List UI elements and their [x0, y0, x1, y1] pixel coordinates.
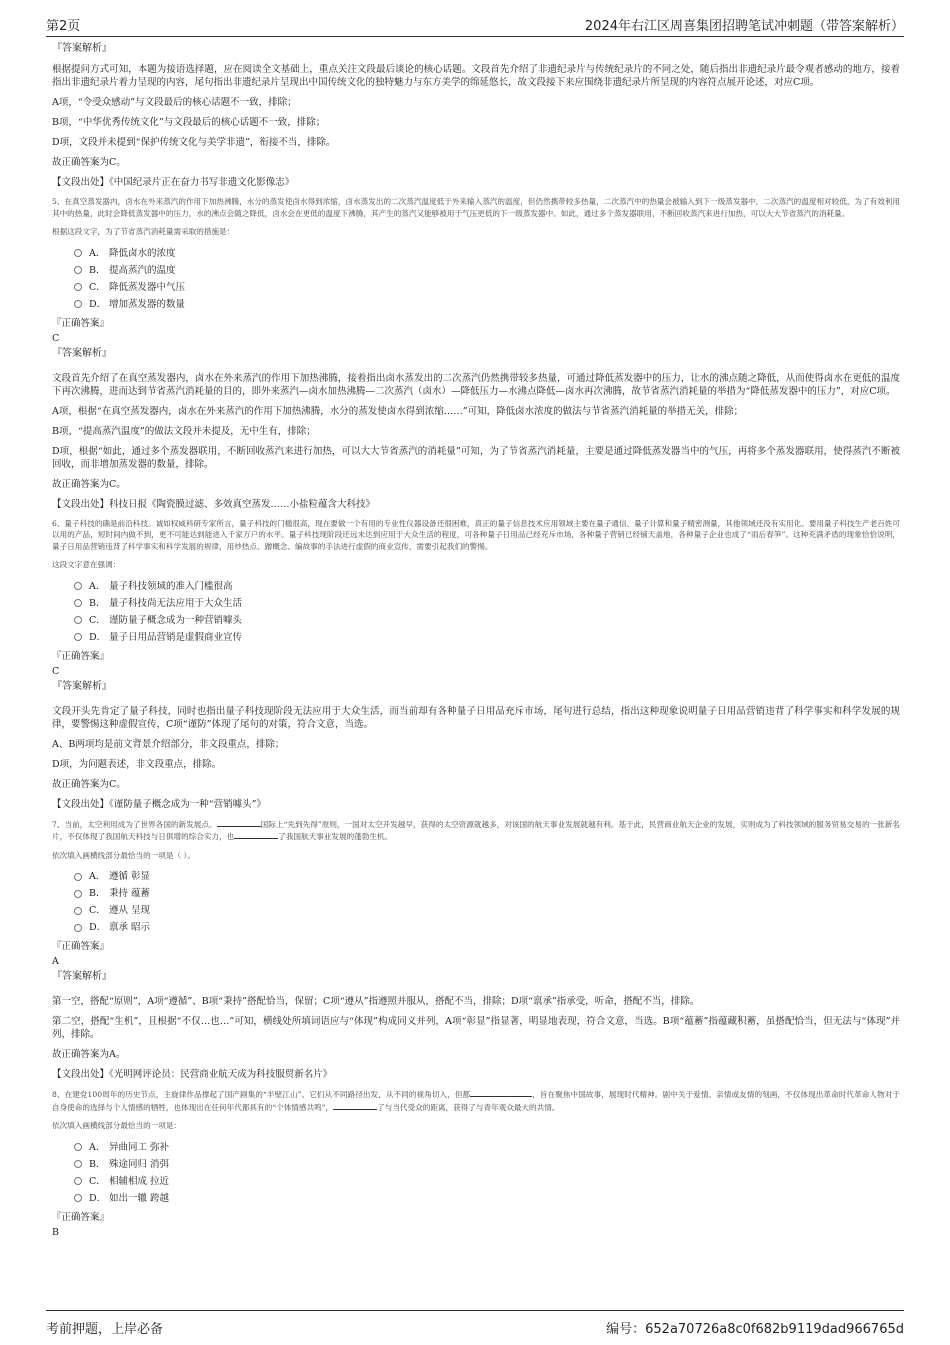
radio-icon[interactable]: [74, 924, 82, 932]
q5-question: 根据这段文字，为了节省蒸汽消耗量需采取的措施是：: [52, 227, 235, 236]
q6-analysis: 文段开头先肯定了量子科技，同时也指出量子科技现阶段无法应用于大众生活，而当前却有各种量子日用品充斥市场，尾句进行总结，指出这种现象说明量子日用品营销违背了科学事实和科学发展的规律，要警惕这种虚假宣传，C项“谨防”体现了尾句的对策，符合文意，当选。: [52, 705, 900, 730]
fill-blank: [217, 818, 261, 827]
q5-answer: C: [52, 332, 60, 344]
q5-option-a-analysis: A项，根据“在真空蒸发器内，卤水在外来蒸汽的作用下加热沸腾，水分的蒸发使卤水得到浓缩……”可知，降低卤水浓度的做法与节省蒸汽消耗量的举措无关，排除；: [52, 405, 744, 417]
radio-icon[interactable]: [74, 582, 82, 590]
correct-label: 『正确答案』: [52, 941, 110, 952]
radio-icon[interactable]: [74, 890, 82, 898]
analysis-label: 『答案解析』: [52, 971, 112, 982]
q8-option-d[interactable]: D． 如出一辙 跨越: [74, 1190, 900, 1207]
analysis-label: 『答案解析』: [52, 680, 112, 692]
q4-option-a-analysis: A项，“令受众感动”与文段最后的核心话题不一致，排除；: [52, 97, 297, 108]
q8-option-b[interactable]: B． 殊途同归 消弭: [74, 1156, 900, 1173]
radio-icon[interactable]: [74, 283, 82, 291]
q4-conclusion: 故正确答案为C。: [52, 157, 126, 168]
page-content: [52, 42, 900, 1241]
q5-option-b-analysis: B项，“提高蒸汽温度”的做法文段并未提及，无中生有，排除；: [52, 425, 316, 437]
radio-icon[interactable]: [74, 1160, 82, 1168]
q7-options: [74, 868, 900, 936]
q5-passage: 5、在真空蒸发器内，卤水在外来蒸汽的作用下加热沸腾，水分的蒸发使卤水得到浓缩，卤水蒸发出的二次蒸汽温度低于外来输入蒸汽的温度，但仍然携带较多热量，二次蒸汽中的热量会被输入到下一级蒸发器中，二次蒸汽的温度相对较低，为了有效利用其中的热量，此时会降低蒸发器中的压力，水的沸点会随之降低，卤水会在更低的温度下沸腾，其产生的蒸汽又能够被用于气压更低的下一级蒸发器中。如此，通过多个蒸发器联用，不断回收蒸汽来进行加热，可以大大节省蒸汽的消耗量。: [52, 197, 900, 218]
q6-passage: 6、量子科技的确是前沿科技。诚如权威科研专家所言，量子科技的门槛很高，现在要做一个有用的专业性仪器设备还很困难，真正的量子信息技术应用领域主要在量子通信、量子计算和量子精密测量，其他领域还没有实用化。要用量子科技生产老百姓可以用的产品，短时间内做不到，更不可能达到能进入千家万户的水平。量子科技现阶段还远未达到应用于大众生活的程度，可各种量子日用品已经充斥市场，各种量子营销已经铺天盖地，各种量子企业也成了“雨后春笋”。这种充满矛盾的现象恰恰说明，量子日用品营销违背了科学事实和科学发展的规律，用炒热点、蹭概念、编故事的手法进行虚假的商业宣传，需要引起我们的警惕。: [52, 518, 900, 551]
q7-answer: A: [52, 956, 59, 967]
q6-option-c[interactable]: C． 谨防量子概念成为一种营销噱头: [74, 612, 900, 629]
q7-option-d[interactable]: D． 禀承 昭示: [74, 919, 900, 936]
q6-question: 这段文字意在强调：: [52, 560, 121, 569]
q6-answer: C: [52, 665, 60, 677]
q6-source: 【文段出处】《谨防量子概念成为一种“营销噱头”》: [52, 798, 266, 810]
q6-conclusion: 故正确答案为C。: [52, 778, 126, 790]
q7-option-b[interactable]: B． 秉持 蕴蓄: [74, 885, 900, 902]
q5-option-d[interactable]: D． 增加蒸发器的数量: [74, 296, 900, 313]
fill-blank: [470, 1088, 532, 1097]
radio-icon[interactable]: [74, 633, 82, 641]
page-footer: [46, 1310, 904, 1339]
radio-icon[interactable]: [74, 907, 82, 915]
radio-icon[interactable]: [74, 249, 82, 257]
document-title: 2024年右江区周喜集团招聘笔试冲刺题（带答案解析）: [584, 19, 904, 34]
q7-option-a[interactable]: A． 遵循 彰显: [74, 868, 900, 885]
correct-label: 『正确答案』: [52, 650, 110, 662]
q6-option-ab-analysis: A、B两项均是前文背景介绍部分，非文段重点，排除；: [52, 738, 285, 750]
radio-icon[interactable]: [74, 1143, 82, 1151]
q4-option-b-analysis: B项，“中华优秀传统文化”与文段最后的核心话题不一致，排除；: [52, 117, 326, 128]
page-header: [46, 14, 904, 37]
q7-option-c[interactable]: C． 遵从 呈现: [74, 902, 900, 919]
q7-passage: 7、当前，太空利用成为了世界各国的新发展点。 国际上“先到先得”原则，一国对太空开发越早，获得的太空资源就越多，对该国的航天事业发展就越有利。基于此，民营商业航天企业的发展，实则成为了科技领域的服务贸易交易的一张新名片，不仅体现了我国航天科技与日俱增的综合实力，也 了我国航天事业发展的蓬勃生机。: [52, 819, 900, 841]
page-number: 第2页: [46, 19, 81, 34]
footer-slogan: 考前押题，上岸必备: [46, 1321, 164, 1337]
fill-blank: [234, 830, 278, 839]
q7-analysis-second-blank: 第二空，搭配“生机”，且根据“不仅…也…”可知，横线处所填词语应与“体现”构成同义并列，A项“彰显”指显著，明显地表现，符合文意，当选。B项“蕴蓄”指蕴藏积蓄，虽搭配恰当，但无法与“体现”并列，排除。: [52, 1016, 900, 1040]
radio-icon[interactable]: [74, 616, 82, 624]
document-code: 编号：652a70726a8c0f682b9119dad966765d: [606, 1321, 904, 1337]
q7-question: 依次填入画横线部分最恰当的一项是（ ）。: [52, 850, 195, 860]
q5-options: [74, 245, 900, 313]
q5-conclusion: 故正确答案为C。: [52, 478, 126, 490]
radio-icon[interactable]: [74, 1177, 82, 1185]
fill-blank: [333, 1101, 377, 1110]
analysis-label: 『答案解析』: [52, 347, 112, 359]
q7-analysis-first-blank: 第一空，搭配“原则”，A项“遵循”、B项“秉持”搭配恰当，保留；C项“遵从”指遵照并服从，搭配不当，排除；D项“禀承”指承受，听命，搭配不当，排除。: [52, 996, 700, 1007]
q7-conclusion: 故正确答案为A。: [52, 1049, 126, 1060]
q5-source: 【文段出处】科技日报《陶瓷膜过滤、多效真空蒸发……小盐粒蕴含大科技》: [52, 498, 376, 510]
q8-options: [74, 1139, 900, 1207]
q6-option-d[interactable]: D． 量子日用品营销是虚假商业宣传: [74, 629, 900, 646]
radio-icon[interactable]: [74, 300, 82, 308]
q6-option-d-analysis: D项，为问题表述，非文段重点，排除。: [52, 758, 222, 770]
q5-option-b[interactable]: B． 提高蒸汽的温度: [74, 262, 900, 279]
q8-answer: B: [52, 1226, 59, 1238]
q4-option-d-analysis: D项，文段并未提到“保护传统文化与美学非遗”，衔接不当，排除。: [52, 137, 336, 148]
q8-option-a[interactable]: A． 异曲同工 弥补: [74, 1139, 900, 1156]
radio-icon[interactable]: [74, 1194, 82, 1202]
q8-option-c[interactable]: C． 相辅相成 拉近: [74, 1173, 900, 1190]
q4-analysis: 根据提问方式可知，本题为接语选择题，应在阅读全文基础上，重点关注文段最后谈论的核心话题。文段首先介绍了非遗纪录片与传统纪录片的不同之处，随后指出非遗纪录片最令观者感动的地方，接着指出非遗纪录片着力呈现的内容，尾句指出非遗纪录片呈现出中国传统文化的独特魅力与东方美学的绵延悠长，故文段接下来应围绕非遗纪录片所呈现的内容符点展开论述，对应C项。: [52, 64, 900, 88]
radio-icon[interactable]: [74, 599, 82, 607]
correct-label: 『正确答案』: [52, 317, 110, 329]
q5-option-c[interactable]: C． 降低蒸发器中气压: [74, 279, 900, 296]
q7-source: 【文段出处】《光明网评论员：民营商业航天成为科技服贸新名片》: [52, 1069, 333, 1080]
q6-options: [74, 578, 900, 646]
analysis-label: 『答案解析』: [52, 43, 112, 54]
q6-option-b[interactable]: B． 量子科技尚无法应用于大众生活: [74, 595, 900, 612]
q5-analysis: 文段首先介绍了在真空蒸发器内，卤水在外来蒸汽的作用下加热沸腾，接着指出卤水蒸发出的二次蒸汽仍然携带较多热量，可通过降低蒸发器中的压力，让水的沸点随之降低，从而使得卤水在更低的温度下再次沸腾，进而达到节省蒸汽消耗量的目的，即外来蒸汽—卤水加热沸腾—二次蒸汽（卤水）—降低压力—水沸点降低—卤水再次沸腾，故节省蒸汽消耗量的举措为“降低蒸发器中的压力”，对应C项。: [52, 372, 900, 397]
q5-option-d-analysis: D项，根据“如此，通过多个蒸发器联用，不断回收蒸汽来进行加热，可以大大节省蒸汽的消耗量”可知，为了节省蒸汽消耗量，主要是通过降低蒸发器当中的气压，再将多个蒸发器联用，使得蒸汽不断被回收，而非增加蒸发器的数量，排除。: [52, 445, 900, 470]
q8-passage: 8、在建党100周年的历史节点，主旋律作品撑起了国产剧集的“半壁江山”。它们从不同路径出发，从不同的视角切入，但都 ，旨在聚焦中国故事，展现时代精神。剧中关于爱情、亲情或友情的刻画，不仅体现出革命时代革命人物对于自身使命的选择与个人情感的牺牲，也体现出在任何年代都具有的“个体情感共鸣”， 了与当代受众的距离，获得了与青年观众最大的共情。: [52, 1090, 900, 1112]
q5-option-a[interactable]: A． 降低卤水的浓度: [74, 245, 900, 262]
q8-question: 依次填入画横线部分最恰当的一项是：: [52, 1121, 182, 1130]
correct-label: 『正确答案』: [52, 1211, 110, 1223]
q4-source: 【文段出处】《中国纪录片正在奋力书写非遗文化影像志》: [52, 177, 295, 188]
q6-option-a[interactable]: A． 量子科技领域的准入门槛很高: [74, 578, 900, 595]
radio-icon[interactable]: [74, 873, 82, 881]
radio-icon[interactable]: [74, 266, 82, 274]
